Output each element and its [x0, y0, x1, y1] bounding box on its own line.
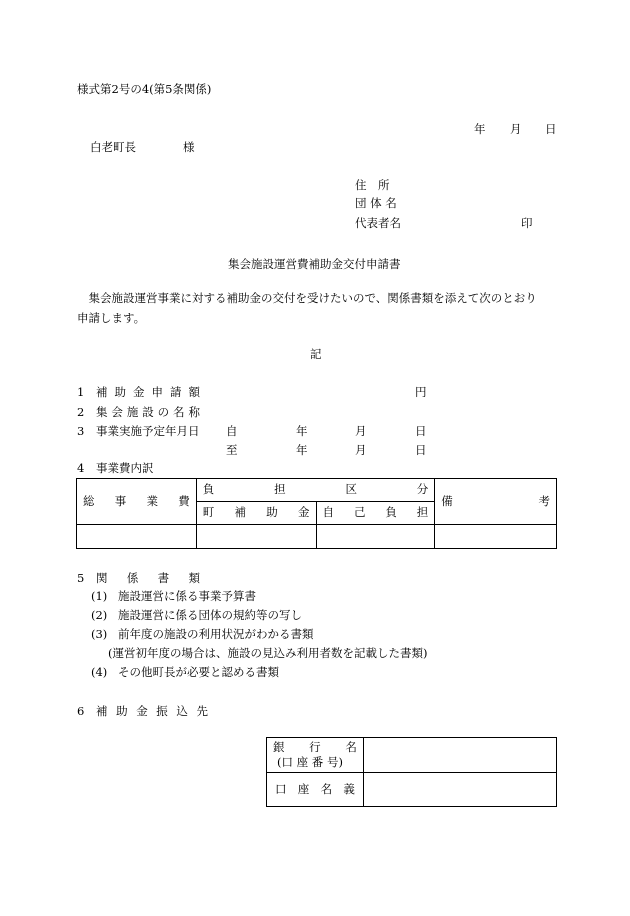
doc-list-note: (運営初年度の場合は、施設の見込み利用者数を記載した書類) [108, 646, 428, 660]
doc-list-item: 施設運営に係る事業予算書 [118, 589, 256, 603]
doc-list-number: (4) [91, 665, 108, 679]
item3-label: 事業実施予定年月日 [96, 424, 200, 438]
applicant-address-label: 住 所 [355, 178, 390, 192]
bank-name-cell[interactable] [363, 738, 556, 773]
account-number-label: (口 座 番 号) [277, 754, 343, 769]
self-burden-cell[interactable] [316, 525, 435, 549]
addressee-honorific: 様 [183, 140, 195, 154]
applicant-group-label: 団 体 名 [355, 196, 397, 210]
item2-label: 集 会 施 設 の 名 称 [96, 405, 200, 419]
item1-label: 補 助 金 申 請 額 [96, 385, 200, 399]
town-subsidy-cell[interactable] [196, 525, 316, 549]
self-burden-header: 自 己 負 担 [316, 502, 435, 525]
total-cost-header: 総 事 業 費 [77, 479, 197, 525]
date-day-label: 日 [545, 122, 557, 136]
item5-number: 5 [77, 571, 85, 585]
doc-list-number: (3) [91, 627, 108, 641]
item3-number: 3 [77, 424, 85, 438]
item3-from-month: 月 [355, 424, 367, 438]
item3-to-year: 年 [296, 443, 308, 457]
date-year-label: 年 [474, 122, 486, 136]
doc-list-item: その他町長が必要と認める書類 [118, 665, 279, 679]
applicant-representative-label: 代表者名 [355, 216, 401, 230]
burden-category-header: 負 担 区 分 [196, 479, 435, 502]
item1-unit: 円 [415, 385, 427, 399]
body-text-line2: 申請します。 [77, 311, 146, 325]
seal-mark: 印 [521, 216, 533, 230]
item3-to-day: 日 [415, 443, 427, 457]
item3-from: 自 [226, 424, 238, 438]
bank-name-header: 銀 行 名 (口 座 番 号) [267, 738, 364, 773]
body-text-line1: 集会施設運営事業に対する補助金の交付を受けたいので、関係書類を添えて次のとおり [77, 291, 537, 305]
account-holder-cell[interactable] [363, 773, 556, 807]
remarks-header: 備 考 [435, 479, 557, 525]
doc-list-item: 前年度の施設の利用状況がわかる書類 [118, 627, 314, 641]
item4-number: 4 [77, 461, 85, 475]
item1-number: 1 [77, 385, 85, 399]
transfer-destination-heading: 補 助 金 振 込 先 [96, 704, 208, 718]
bank-transfer-table [266, 737, 557, 807]
doc-list-item: 施設運営に係る団体の規約等の写し [118, 608, 302, 622]
total-cost-cell[interactable] [77, 525, 197, 549]
addressee-name: 白老町長 [90, 140, 136, 154]
item3-to: 至 [226, 443, 238, 457]
item2-number: 2 [77, 405, 85, 419]
remarks-cell[interactable] [435, 525, 557, 549]
item3-from-day: 日 [415, 424, 427, 438]
item3-from-year: 年 [296, 424, 308, 438]
doc-list-number: (2) [91, 608, 108, 622]
related-docs-heading: 関 係 書 類 [96, 571, 200, 585]
ki-heading: 記 [310, 347, 322, 361]
form-number: 様式第2号の4(第5条関係) [77, 82, 212, 96]
account-holder-header: 口 座 名 義 [267, 773, 364, 807]
item4-label: 事業費内訳 [96, 461, 154, 475]
item6-number: 6 [77, 704, 85, 718]
cost-breakdown-table [76, 478, 557, 549]
doc-list-number: (1) [91, 589, 108, 603]
date-month-label: 月 [510, 122, 522, 136]
document-title: 集会施設運営費補助金交付申請書 [228, 257, 401, 271]
town-subsidy-header: 町 補 助 金 [196, 502, 316, 525]
item3-to-month: 月 [355, 443, 367, 457]
